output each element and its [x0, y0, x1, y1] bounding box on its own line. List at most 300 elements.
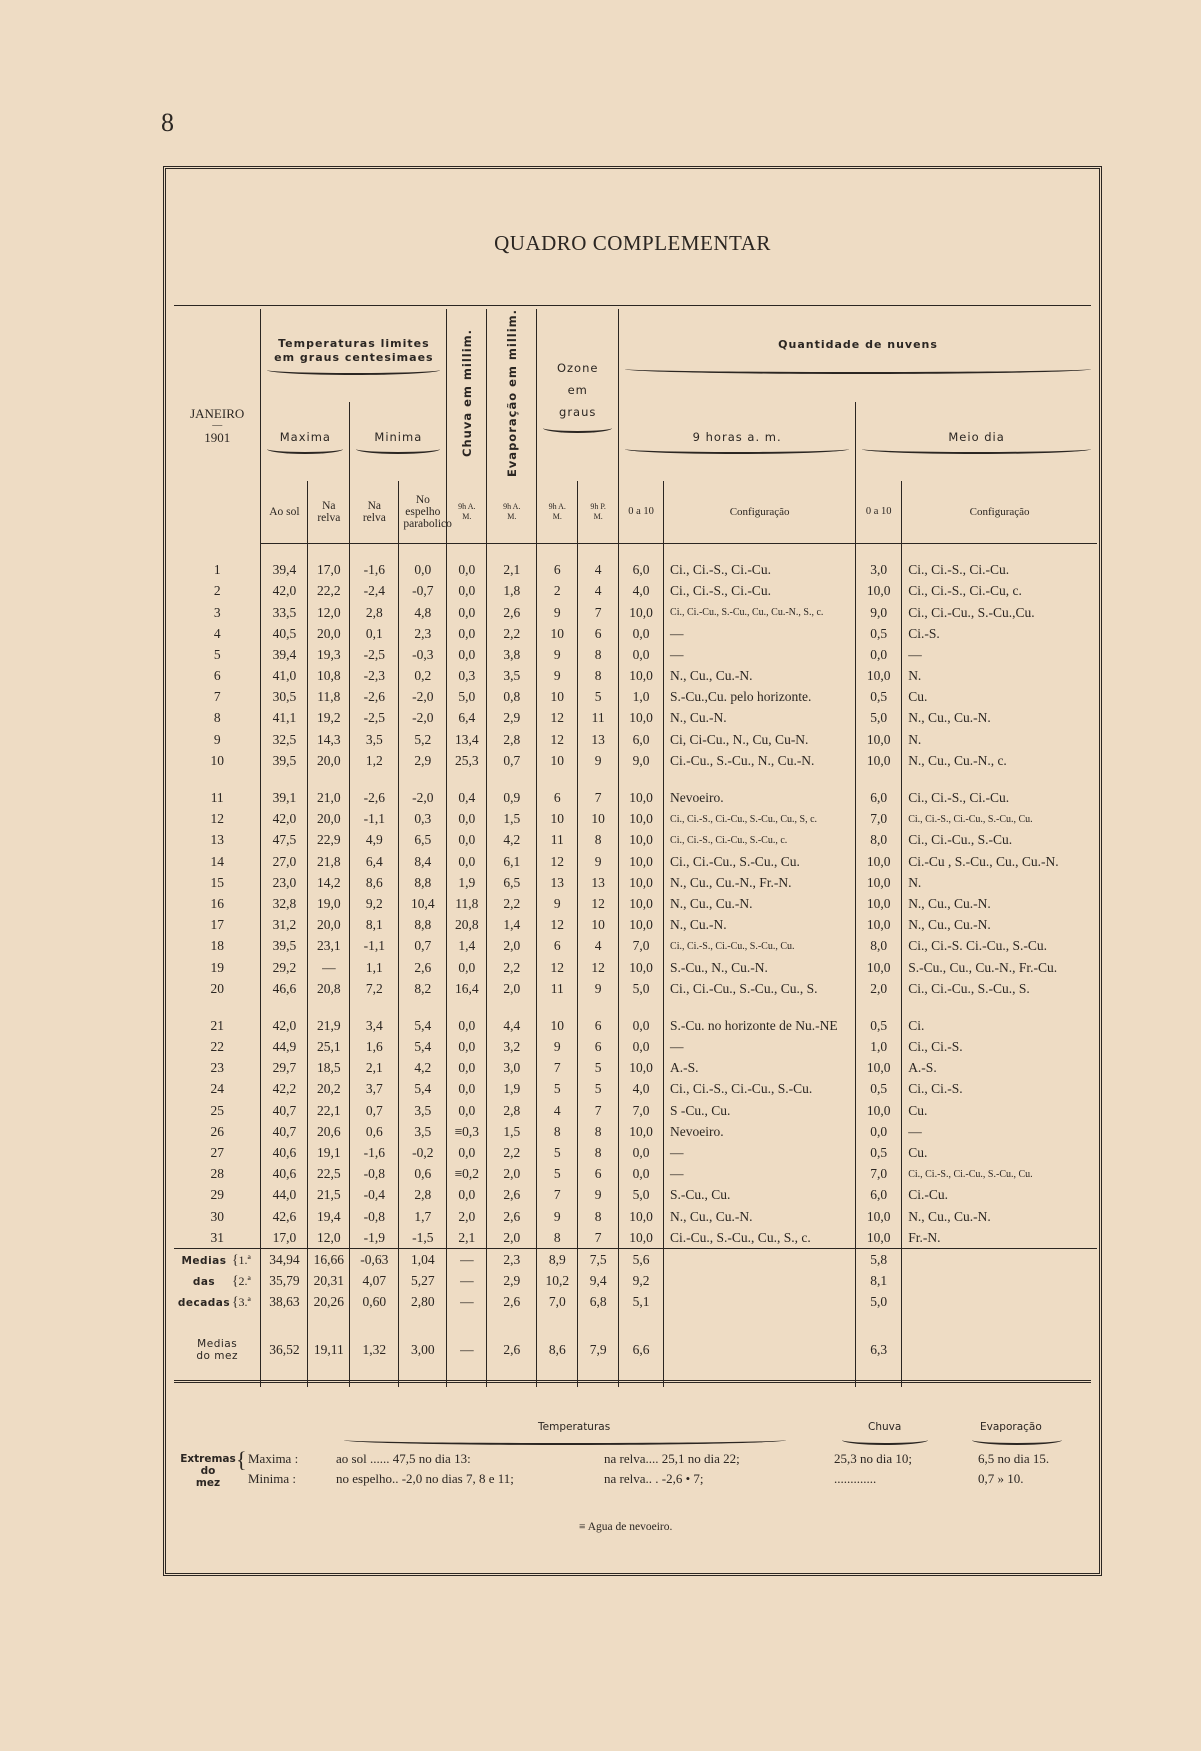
max-relva-cell: 21,9 — [308, 1015, 350, 1036]
evap-cell: 2,0 — [487, 936, 537, 957]
ozone-pm-cell: 9 — [578, 978, 619, 999]
ozone-am-cell: 5 — [537, 1142, 578, 1163]
nuvens-md-cfg-cell: Ci., Ci.-S. — [902, 1079, 1097, 1100]
chuva-cell: 0,0 — [447, 560, 487, 581]
nuvens-am-cfg-cell: Ci.-Cu., S.-Cu., Cu., S., c. — [664, 1227, 856, 1249]
min-espelho-cell: 4,2 — [399, 1058, 447, 1079]
month-header — [174, 309, 261, 543]
day-cell: 25 — [210, 1102, 224, 1118]
max-relva-cell: 17,0 — [308, 560, 350, 581]
nuvens-md-qty-cell: 6,0 — [856, 787, 902, 808]
table-row — [174, 560, 1097, 581]
ozone-am-cell: 10 — [537, 1015, 578, 1036]
evap-cell: 3,2 — [487, 1036, 537, 1057]
table-row — [174, 893, 1097, 914]
evap-cell: 1,8 — [487, 581, 537, 602]
nuvens-md-cfg-cell: Ci., Ci.-S. Ci.-Cu., S.-Cu. — [902, 936, 1097, 957]
max-relva-cell: 22,9 — [308, 830, 350, 851]
ozone-am-cell: 6 — [537, 787, 578, 808]
table-row — [174, 1121, 1097, 1142]
min-relva-cell: 3,7 — [350, 1079, 399, 1100]
nuvens-am-qty-cell: 10,0 — [619, 1227, 664, 1249]
max-sol-cell: 38,63 — [261, 1292, 308, 1313]
table-row — [174, 708, 1097, 729]
chuva-cell: 0,0 — [447, 1142, 487, 1163]
chuva-cell: 0,0 — [447, 1015, 487, 1036]
chuva-cell: 13,4 — [447, 729, 487, 750]
table-row — [174, 1015, 1097, 1036]
nove-horas-header — [619, 402, 856, 481]
chuva-cell: 20,8 — [447, 915, 487, 936]
nuvens-md-qty-cell: 3,0 — [856, 560, 902, 581]
nuvens-md-qty-cell: 10,0 — [856, 872, 902, 893]
ozone-pm-cell: 8 — [578, 644, 619, 665]
chuva-cell: 0,0 — [447, 1079, 487, 1100]
ozone-pm-cell: 9,4 — [578, 1271, 619, 1292]
nuvens-md-cfg-cell: Ci., Ci.-Cu., S.-Cu.,Cu. — [902, 602, 1097, 623]
nuvens-md-cfg-cell: N., Cu., Cu.-N. — [902, 915, 1097, 936]
chuva-cell: 0,0 — [447, 809, 487, 830]
nuvens-md-cfg-cell: Ci., Ci.-Cu., S.-Cu. — [902, 830, 1097, 851]
ozone-label: Ozone em graus — [556, 361, 599, 420]
max-relva-cell: 14,3 — [308, 729, 350, 750]
year-label: 1901 — [204, 430, 231, 446]
nuvens-md-cfg-cell: Cu. — [902, 1100, 1097, 1121]
ozone-am-cell: 10 — [537, 687, 578, 708]
max-sol-cell: 41,0 — [261, 665, 308, 686]
ozone-pm-cell: 13 — [578, 729, 619, 750]
ozone-am-cell: 7,0 — [537, 1292, 578, 1313]
nuvens-am-cfg-header: Configuração — [664, 481, 856, 543]
medias-decadas-word: Medias — [181, 1254, 227, 1267]
evap-cell: 2,0 — [487, 1227, 537, 1249]
max-sol-cell: 44,9 — [261, 1036, 308, 1057]
chuva-cell: 6,4 — [447, 708, 487, 729]
title-box — [174, 177, 1091, 306]
table-row — [174, 750, 1097, 771]
min-relva-cell: 8,1 — [350, 915, 399, 936]
ozone-pm-cell: 9 — [578, 750, 619, 771]
nuvens-am-qty-cell: 0,0 — [619, 644, 664, 665]
max-sol: ao sol ...... 47,5 no dia 13: — [336, 1451, 471, 1466]
nuvens-am-qty-cell: 10,0 — [619, 602, 664, 623]
max-relva-cell: 20,0 — [308, 750, 350, 771]
evap-cell: 2,9 — [487, 708, 537, 729]
ozone-am-cell: 12 — [537, 708, 578, 729]
minima-label: Minima — [374, 429, 423, 444]
ozone-am-cell: 8 — [537, 1227, 578, 1249]
max-sol-cell: 39,5 — [261, 750, 308, 771]
evap-cell: 0,9 — [487, 787, 537, 808]
nuvens-md-cfg-cell: N. — [902, 665, 1097, 686]
day-cell: 9 — [213, 731, 221, 747]
min-relva-cell: -1,1 — [350, 936, 399, 957]
na-relva-header: Na relva — [308, 481, 350, 543]
table-row — [174, 623, 1097, 644]
evap-label: Evaporação em millim. — [504, 309, 519, 478]
evap-cell: 2,6 — [487, 602, 537, 623]
nuvens-md-cfg-cell: Ci., Ci.-Cu., S.-Cu., S. — [902, 978, 1097, 999]
evap-cell: 6,5 — [487, 872, 537, 893]
ozone-pm-cell: 6 — [578, 1015, 619, 1036]
medias-decadas-label: decadas {3.ª — [177, 1294, 251, 1310]
chuva-cell: 0,0 — [447, 851, 487, 872]
max-relva-cell: 16,66 — [308, 1249, 350, 1271]
month-label: JANEIRO — [190, 406, 245, 422]
evap-cell: 6,1 — [487, 851, 537, 872]
ozone-am-cell: 7 — [537, 1185, 578, 1206]
extremas-label-3: mez — [195, 1477, 221, 1489]
max-sol-cell: 23,0 — [261, 872, 308, 893]
row-gap — [174, 1313, 1097, 1329]
decada-number: 3.ª — [238, 1295, 251, 1310]
ozone-pm-cell: 7 — [578, 1100, 619, 1121]
min-espelho-cell: 5,27 — [399, 1271, 447, 1292]
min-relva-cell: 1,6 — [350, 1036, 399, 1057]
medias-mez-row — [174, 1329, 1097, 1371]
evap-cell: 2,8 — [487, 729, 537, 750]
evap-header — [487, 309, 537, 481]
nuvens-am-qty-cell: 5,0 — [619, 1185, 664, 1206]
day-cell: 20 — [210, 980, 224, 996]
decada-number: 1.ª — [238, 1252, 251, 1267]
max-sol-cell: 39,4 — [261, 644, 308, 665]
nuvens-am-qty-cell: 10,0 — [619, 830, 664, 851]
medias-decadas-label: Medias {1.ª — [174, 1249, 261, 1271]
day-cell: 10 — [210, 752, 224, 768]
min-espelho-cell: 0,2 — [399, 665, 447, 686]
max-relva-cell: 21,8 — [308, 851, 350, 872]
nove-horas-label: 9 horas a. m. — [692, 429, 782, 444]
day-cell: 11 — [210, 790, 224, 806]
day-cell: 18 — [210, 938, 224, 954]
extremas-evap-head: Evaporação — [980, 1421, 1042, 1433]
table-row — [174, 851, 1097, 872]
nuvens-md-cfg-cell: Ci., Ci.-S., Ci.-Cu, c. — [902, 581, 1097, 602]
extremas-chuva-head: Chuva — [868, 1421, 902, 1433]
table-row — [174, 978, 1097, 999]
nuvens-am-cfg-cell: Ci., Ci.-S., Ci.-Cu., S.-Cu., Cu., S, c. — [664, 809, 856, 830]
nuvens-md-qty-cell: 0,5 — [856, 1142, 902, 1163]
evap-cell: 2,1 — [487, 560, 537, 581]
evap-cell: 2,9 — [487, 1271, 537, 1292]
medias-decadas-label: das {2.ª — [174, 1271, 261, 1292]
max-sol-cell: 42,6 — [261, 1206, 308, 1227]
nuvens-md-qty-header: 0 a 10 — [856, 481, 902, 543]
ozone-pm-cell: 4 — [578, 560, 619, 581]
nuvens-am-cfg-cell: Ci., Ci.-S., Ci.-Cu. — [664, 581, 856, 602]
chuva-cell: 25,3 — [447, 750, 487, 771]
min-espelho-cell: -0,2 — [399, 1142, 447, 1163]
evap-cell: 2,2 — [487, 957, 537, 978]
min-espelho-cell: 3,5 — [399, 1100, 447, 1121]
nuvens-am-cfg-cell: N., Cu.-N. — [664, 708, 856, 729]
day-cell: 29 — [210, 1187, 224, 1203]
day-cell: 4 — [213, 625, 221, 641]
nuvens-am-cfg-cell: S -Cu., Cu. — [664, 1100, 856, 1121]
min-espelho-cell: 8,8 — [399, 915, 447, 936]
max-sol-cell: 40,6 — [261, 1164, 308, 1185]
table-row — [174, 787, 1097, 808]
page-number: 8 — [161, 108, 174, 137]
weather-table — [174, 309, 1097, 1387]
nuvens-md-qty-cell: 10,0 — [856, 665, 902, 686]
temp-group-label: Temperaturas limites em graus centesimaes — [274, 336, 434, 364]
ozone-am-cell: 9 — [537, 1206, 578, 1227]
max-sol-cell: 35,79 — [261, 1271, 308, 1292]
nuvens-md-cfg-cell: Cu. — [902, 687, 1097, 708]
min-evap: 0,7 » 10. — [978, 1471, 1024, 1486]
min-espelho-cell: 0,7 — [399, 936, 447, 957]
min-relva-cell: 0,1 — [350, 623, 399, 644]
chuva-cell: 0,0 — [447, 623, 487, 644]
nuvens-am-cfg-cell — [664, 1329, 856, 1371]
min-relva-cell: -2,5 — [350, 644, 399, 665]
nuvens-am-cfg-cell: S.-Cu., Cu. — [664, 1185, 856, 1206]
min-espelho-cell: 5,4 — [399, 1079, 447, 1100]
min-espelho-cell: -2,0 — [399, 708, 447, 729]
min-relva-cell: 3,5 — [350, 729, 399, 750]
max-sol-cell: 39,5 — [261, 936, 308, 957]
day-cell: 6 — [213, 668, 221, 684]
nuvens-am-cfg-cell: — — [664, 644, 856, 665]
nuvens-am-qty-cell: 6,0 — [619, 729, 664, 750]
min-relva-header: Na relva — [350, 481, 399, 543]
max-relva-cell: 20,2 — [308, 1079, 350, 1100]
chuva-cell: — — [447, 1249, 487, 1271]
max-chuva: 25,3 no dia 10; — [834, 1451, 912, 1466]
day-cell: 23 — [210, 1060, 224, 1076]
nuvens-md-qty-cell: 6,3 — [856, 1329, 902, 1371]
nuvens-label: Quantidade de nuvens — [778, 337, 938, 351]
nuvens-am-qty-cell: 9,0 — [619, 750, 664, 771]
nuvens-md-qty-cell: 10,0 — [856, 851, 902, 872]
max-sol-cell: 41,1 — [261, 708, 308, 729]
table-row — [174, 644, 1097, 665]
day-cell: 30 — [210, 1208, 224, 1224]
chuva-cell: ≡0,2 — [447, 1164, 487, 1185]
ozone-am-cell: 10 — [537, 809, 578, 830]
nuvens-am-qty-cell: 10,0 — [619, 665, 664, 686]
evap-cell: 3,5 — [487, 665, 537, 686]
table-row — [174, 915, 1097, 936]
nuvens-md-qty-cell: 5,0 — [856, 708, 902, 729]
ozone-pm-cell: 6 — [578, 1164, 619, 1185]
ozone-pm-cell: 4 — [578, 581, 619, 602]
ozone-am-cell: 10,2 — [537, 1271, 578, 1292]
min-espelho-cell: 3,00 — [399, 1329, 447, 1371]
ozone-pm-cell: 7,5 — [578, 1249, 619, 1271]
nuvens-am-qty-cell: 10,0 — [619, 872, 664, 893]
nuvens-md-cfg-cell: N. — [902, 729, 1097, 750]
nuvens-md-cfg-cell: Ci., Ci.-S., Ci.-Cu. — [902, 560, 1097, 581]
ozone-am-cell: 9 — [537, 1036, 578, 1057]
nuvens-am-cfg-cell: Ci.-Cu., S.-Cu., N., Cu.-N. — [664, 750, 856, 771]
ozone-pm-cell: 9 — [578, 1185, 619, 1206]
nuvens-am-qty-cell: 4,0 — [619, 581, 664, 602]
ozone-pm-cell: 8 — [578, 1121, 619, 1142]
min-chuva: ............. — [834, 1471, 877, 1486]
max-sol-cell: 42,0 — [261, 581, 308, 602]
min-espelho-cell: 5,4 — [399, 1036, 447, 1057]
nuvens-am-cfg-cell: Ci., Ci.-Cu., S.-Cu., Cu., Cu.-N., S., c. — [664, 602, 856, 623]
day-cell: 24 — [210, 1081, 224, 1097]
min-espelho-cell: -2,0 — [399, 687, 447, 708]
ozone-pm-cell: 10 — [578, 915, 619, 936]
min-relva-cell: 1,2 — [350, 750, 399, 771]
nuvens-md-cfg-header: Configuração — [902, 481, 1097, 543]
min-relva-cell: -2,6 — [350, 687, 399, 708]
chuva-cell: 0,0 — [447, 830, 487, 851]
ozone-am-cell: 9 — [537, 893, 578, 914]
nuvens-am-cfg-cell: N., Cu., Cu.-N. — [664, 1206, 856, 1227]
chuva-cell: 0,0 — [447, 1185, 487, 1206]
evap-cell: 2,3 — [487, 1249, 537, 1271]
max-relva-cell: 20,6 — [308, 1121, 350, 1142]
max-evap: 6,5 no dia 15. — [978, 1451, 1050, 1466]
min-espelho-cell: 2,6 — [399, 957, 447, 978]
ozone-am-cell: 10 — [537, 750, 578, 771]
nuvens-md-qty-cell: 0,0 — [856, 644, 902, 665]
max-relva-cell: 12,0 — [308, 602, 350, 623]
table-row — [174, 1164, 1097, 1185]
max-relva-cell: 21,5 — [308, 1185, 350, 1206]
extremas-temp-head: Temperaturas — [538, 1421, 611, 1433]
max-relva-cell: 19,11 — [308, 1329, 350, 1371]
medias-mez-word: Medias — [197, 1337, 238, 1350]
table-row — [174, 1142, 1097, 1163]
day-cell: 28 — [210, 1166, 224, 1182]
medias-decadas-word: decadas — [177, 1297, 231, 1310]
nuvens-md-cfg-cell: Cu. — [902, 1142, 1097, 1163]
extremas-brace: { — [236, 1447, 247, 1472]
day-cell: 7 — [213, 689, 221, 705]
day-cell: 22 — [210, 1039, 224, 1055]
nuvens-md-cfg-cell: N., Cu., Cu.-N. — [902, 708, 1097, 729]
chuva-cell: — — [447, 1329, 487, 1371]
table-row — [174, 1206, 1097, 1227]
max-relva-cell: 20,31 — [308, 1271, 350, 1292]
max-relva-cell: 20,8 — [308, 978, 350, 999]
ozone-pm-cell: 5 — [578, 1058, 619, 1079]
ozone-am-cell: 2 — [537, 581, 578, 602]
ozone-pm-cell: 5 — [578, 687, 619, 708]
chuva-cell: 0,0 — [447, 644, 487, 665]
nuvens-md-qty-cell: 0,5 — [856, 687, 902, 708]
min-relva-cell: -0,8 — [350, 1206, 399, 1227]
nuvens-am-qty-cell: 10,0 — [619, 851, 664, 872]
max-relva-cell: 10,8 — [308, 665, 350, 686]
nuvens-md-qty-cell: 10,0 — [856, 1227, 902, 1249]
ozone-am-cell: 7 — [537, 1058, 578, 1079]
table-row — [174, 809, 1097, 830]
nuvens-am-cfg-cell: Nevoeiro. — [664, 1121, 856, 1142]
chuva-cell: — — [447, 1271, 487, 1292]
max-relva-cell: 20,0 — [308, 915, 350, 936]
medias-mez-word2: do mez — [196, 1349, 238, 1362]
nuvens-am-qty-cell: 10,0 — [619, 1206, 664, 1227]
max-sol-cell: 33,5 — [261, 602, 308, 623]
min-relva-cell: -0,8 — [350, 1164, 399, 1185]
max-relva-cell: 21,0 — [308, 787, 350, 808]
nuvens-am-qty-header: 0 a 10 — [619, 481, 664, 543]
nuvens-am-qty-cell: 0,0 — [619, 1164, 664, 1185]
min-relva-cell: 0,60 — [350, 1292, 399, 1313]
nuvens-am-qty-cell: 10,0 — [619, 893, 664, 914]
nuvens-md-cfg-cell: Fr.-N. — [902, 1227, 1097, 1249]
nuvens-am-cfg-cell: N., Cu., Cu.-N., Fr.-N. — [664, 872, 856, 893]
nuvens-md-cfg-cell: N., Cu., Cu.-N. — [902, 1206, 1097, 1227]
minima-label: Minima : — [248, 1471, 297, 1486]
nuvens-am-qty-cell: 0,0 — [619, 1142, 664, 1163]
max-sol-cell: 40,6 — [261, 1142, 308, 1163]
chuva-cell: 5,0 — [447, 687, 487, 708]
nuvens-am-qty-cell: 10,0 — [619, 915, 664, 936]
max-sol-cell: 40,5 — [261, 623, 308, 644]
ozone-pm-cell: 8 — [578, 830, 619, 851]
max-relva-cell: 19,3 — [308, 644, 350, 665]
day-cell: 12 — [210, 811, 224, 827]
min-relva-cell: -1,6 — [350, 1142, 399, 1163]
max-relva-cell: 20,0 — [308, 623, 350, 644]
min-relva-cell: -2,4 — [350, 581, 399, 602]
day-cell: 5 — [213, 646, 221, 662]
nuvens-am-qty-cell: 1,0 — [619, 687, 664, 708]
nuvens-md-qty-cell: 10,0 — [856, 1206, 902, 1227]
ozone-pm-cell: 8 — [578, 1142, 619, 1163]
nuvens-am-qty-cell: 0,0 — [619, 1015, 664, 1036]
nuvens-md-cfg-cell: Ci., Ci.-S., Ci.-Cu., S.-Cu., Cu. — [902, 809, 1097, 830]
ozone-pm-cell: 7,9 — [578, 1329, 619, 1371]
day-cell: 13 — [210, 832, 224, 848]
chuva-cell: ≡0,3 — [447, 1121, 487, 1142]
nuvens-am-qty-cell: 10,0 — [619, 787, 664, 808]
maxima-label: Maxima — [279, 429, 331, 444]
row-gap — [174, 771, 1097, 787]
evap-cell: 4,2 — [487, 830, 537, 851]
day-cell: 17 — [210, 917, 224, 933]
max-relva-cell: 20,0 — [308, 809, 350, 830]
max-sol-cell: 42,0 — [261, 1015, 308, 1036]
table-row — [174, 936, 1097, 957]
table-row — [174, 957, 1097, 978]
nuvens-md-qty-cell: 2,0 — [856, 978, 902, 999]
evap-cell: 2,2 — [487, 1142, 537, 1163]
nuvens-am-qty-cell: 0,0 — [619, 1036, 664, 1057]
max-relva-cell: 18,5 — [308, 1058, 350, 1079]
max-sol-cell: 39,4 — [261, 560, 308, 581]
max-sol-cell: 32,8 — [261, 893, 308, 914]
nuvens-am-qty-cell: 0,0 — [619, 623, 664, 644]
decada-number: 2.ª — [238, 1274, 251, 1289]
evap-cell: 2,0 — [487, 1164, 537, 1185]
nuvens-am-cfg-cell: A.-S. — [664, 1058, 856, 1079]
min-relva: na relva.. . -2,6 • 7; — [604, 1471, 704, 1486]
evap-cell: 1,4 — [487, 915, 537, 936]
nuvens-am-cfg-cell — [664, 1292, 856, 1313]
max-relva-cell: 23,1 — [308, 936, 350, 957]
nuvens-am-cfg-cell: Nevoeiro. — [664, 787, 856, 808]
ozone-am-cell: 8,9 — [537, 1249, 578, 1271]
min-relva-cell: -1,1 — [350, 809, 399, 830]
nuvens-md-cfg-cell: Ci. — [902, 1015, 1097, 1036]
table-row — [174, 1227, 1097, 1249]
extremas-label-2: do — [200, 1465, 216, 1477]
min-espelho-cell: 2,8 — [399, 1185, 447, 1206]
table-row — [174, 830, 1097, 851]
max-relva-cell: 22,1 — [308, 1100, 350, 1121]
min-relva-cell: 6,4 — [350, 851, 399, 872]
